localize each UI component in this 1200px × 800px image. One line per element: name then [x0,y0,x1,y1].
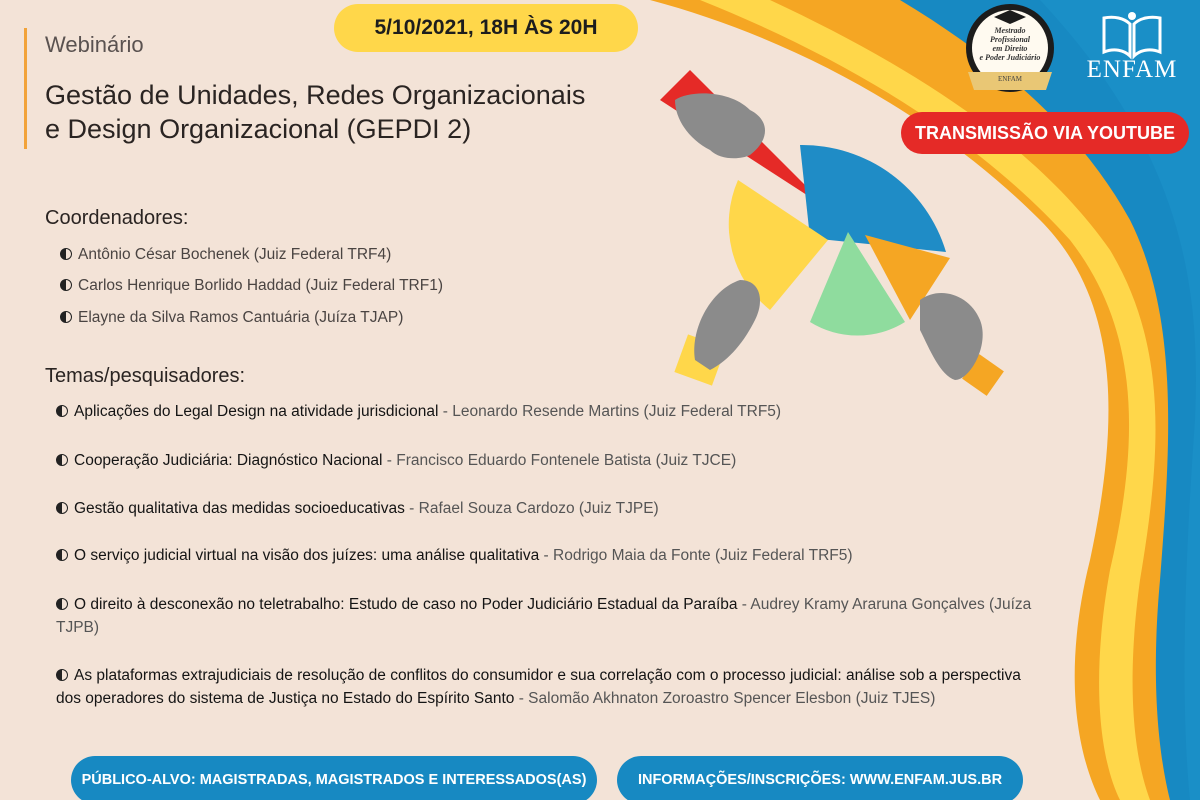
topics-heading: Temas/pesquisadores: [45,365,246,387]
half-circle-bullet-icon [60,248,72,260]
topic-item: O serviço judicial virtual na visão dos juízes: uma análise qualitativa - Rodrigo Maia da Fonte (Juiz Federal TRF5) [56,544,1036,567]
coordinator-item: Carlos Henrique Borlido Haddad (Juiz Federal TRF1) [60,277,443,295]
youtube-broadcast-badge[interactable]: TRANSMISSÃO VIA YOUTUBE [901,112,1189,154]
half-circle-bullet-icon [56,669,68,681]
masters-program-seal [962,2,1058,98]
half-circle-bullet-icon [56,502,68,514]
topic-item: Cooperação Judiciária: Diagnóstico Nacional - Francisco Eduardo Fontenele Batista (Juiz TJCE) [56,449,1036,472]
half-circle-bullet-icon [56,405,68,417]
date-badge: 5/10/2021, 18H ÀS 20H [334,4,638,52]
seal-text: Mestrado Profissional em Direito e Poder Judiciário [979,26,1041,62]
enfam-logo-text: ENFAM [1086,56,1178,83]
title-accent-bar [24,28,27,149]
event-type: Webinário [45,32,144,57]
topic-item: Aplicações do Legal Design na atividade jurisdicional - Leonardo Resende Martins (Juiz Federal TRF5) [56,400,1036,423]
half-circle-bullet-icon [60,311,72,323]
half-circle-bullet-icon [56,549,68,561]
coordinators-heading: Coordenadores: [45,207,189,229]
event-title-line-2: e Design Organizacional (GEPDI 2) [45,114,472,144]
topic-item: Gestão qualitativa das medidas socioeducativas - Rafael Souza Cardozo (Juiz TJPE) [56,497,1036,520]
coordinator-item: Antônio César Bochenek (Juiz Federal TRF4) [60,246,391,264]
seal-footer: ENFAM [998,75,1022,83]
registration-info-link[interactable]: INFORMAÇÕES/INSCRIÇÕES: WWW.ENFAM.JUS.BR [617,756,1023,800]
target-audience-badge: PÚBLICO-ALVO: MAGISTRADAS, MAGISTRADOS E INTERESSADOS(AS) [71,756,597,800]
half-circle-bullet-icon [60,279,72,291]
coordinator-item: Elayne da Silva Ramos Cantuária (Juíza TJAP) [60,309,403,327]
half-circle-bullet-icon [56,454,68,466]
event-title-line-1: Gestão de Unidades, Redes Organizacionais [45,80,586,110]
topic-item: As plataformas extrajudiciais de resolução de conflitos do consumidor e sua correlação com o processo judicial: análise sob a perspectiva dos operadores do sistema de Justiça no Estado do Espírito Santo - Salomão Akhnaton Zoroastro Spencer Elesbon (Juiz TJES) [56,667,1021,707]
half-circle-bullet-icon [56,598,68,610]
event-title [45,78,685,146]
topic-item: O direito à desconexão no teletrabalho: Estudo de caso no Poder Judiciário Estadual da Paraíba - Audrey Kramy Araruna Gonçalves (Juíza TJPB) [56,596,1032,636]
